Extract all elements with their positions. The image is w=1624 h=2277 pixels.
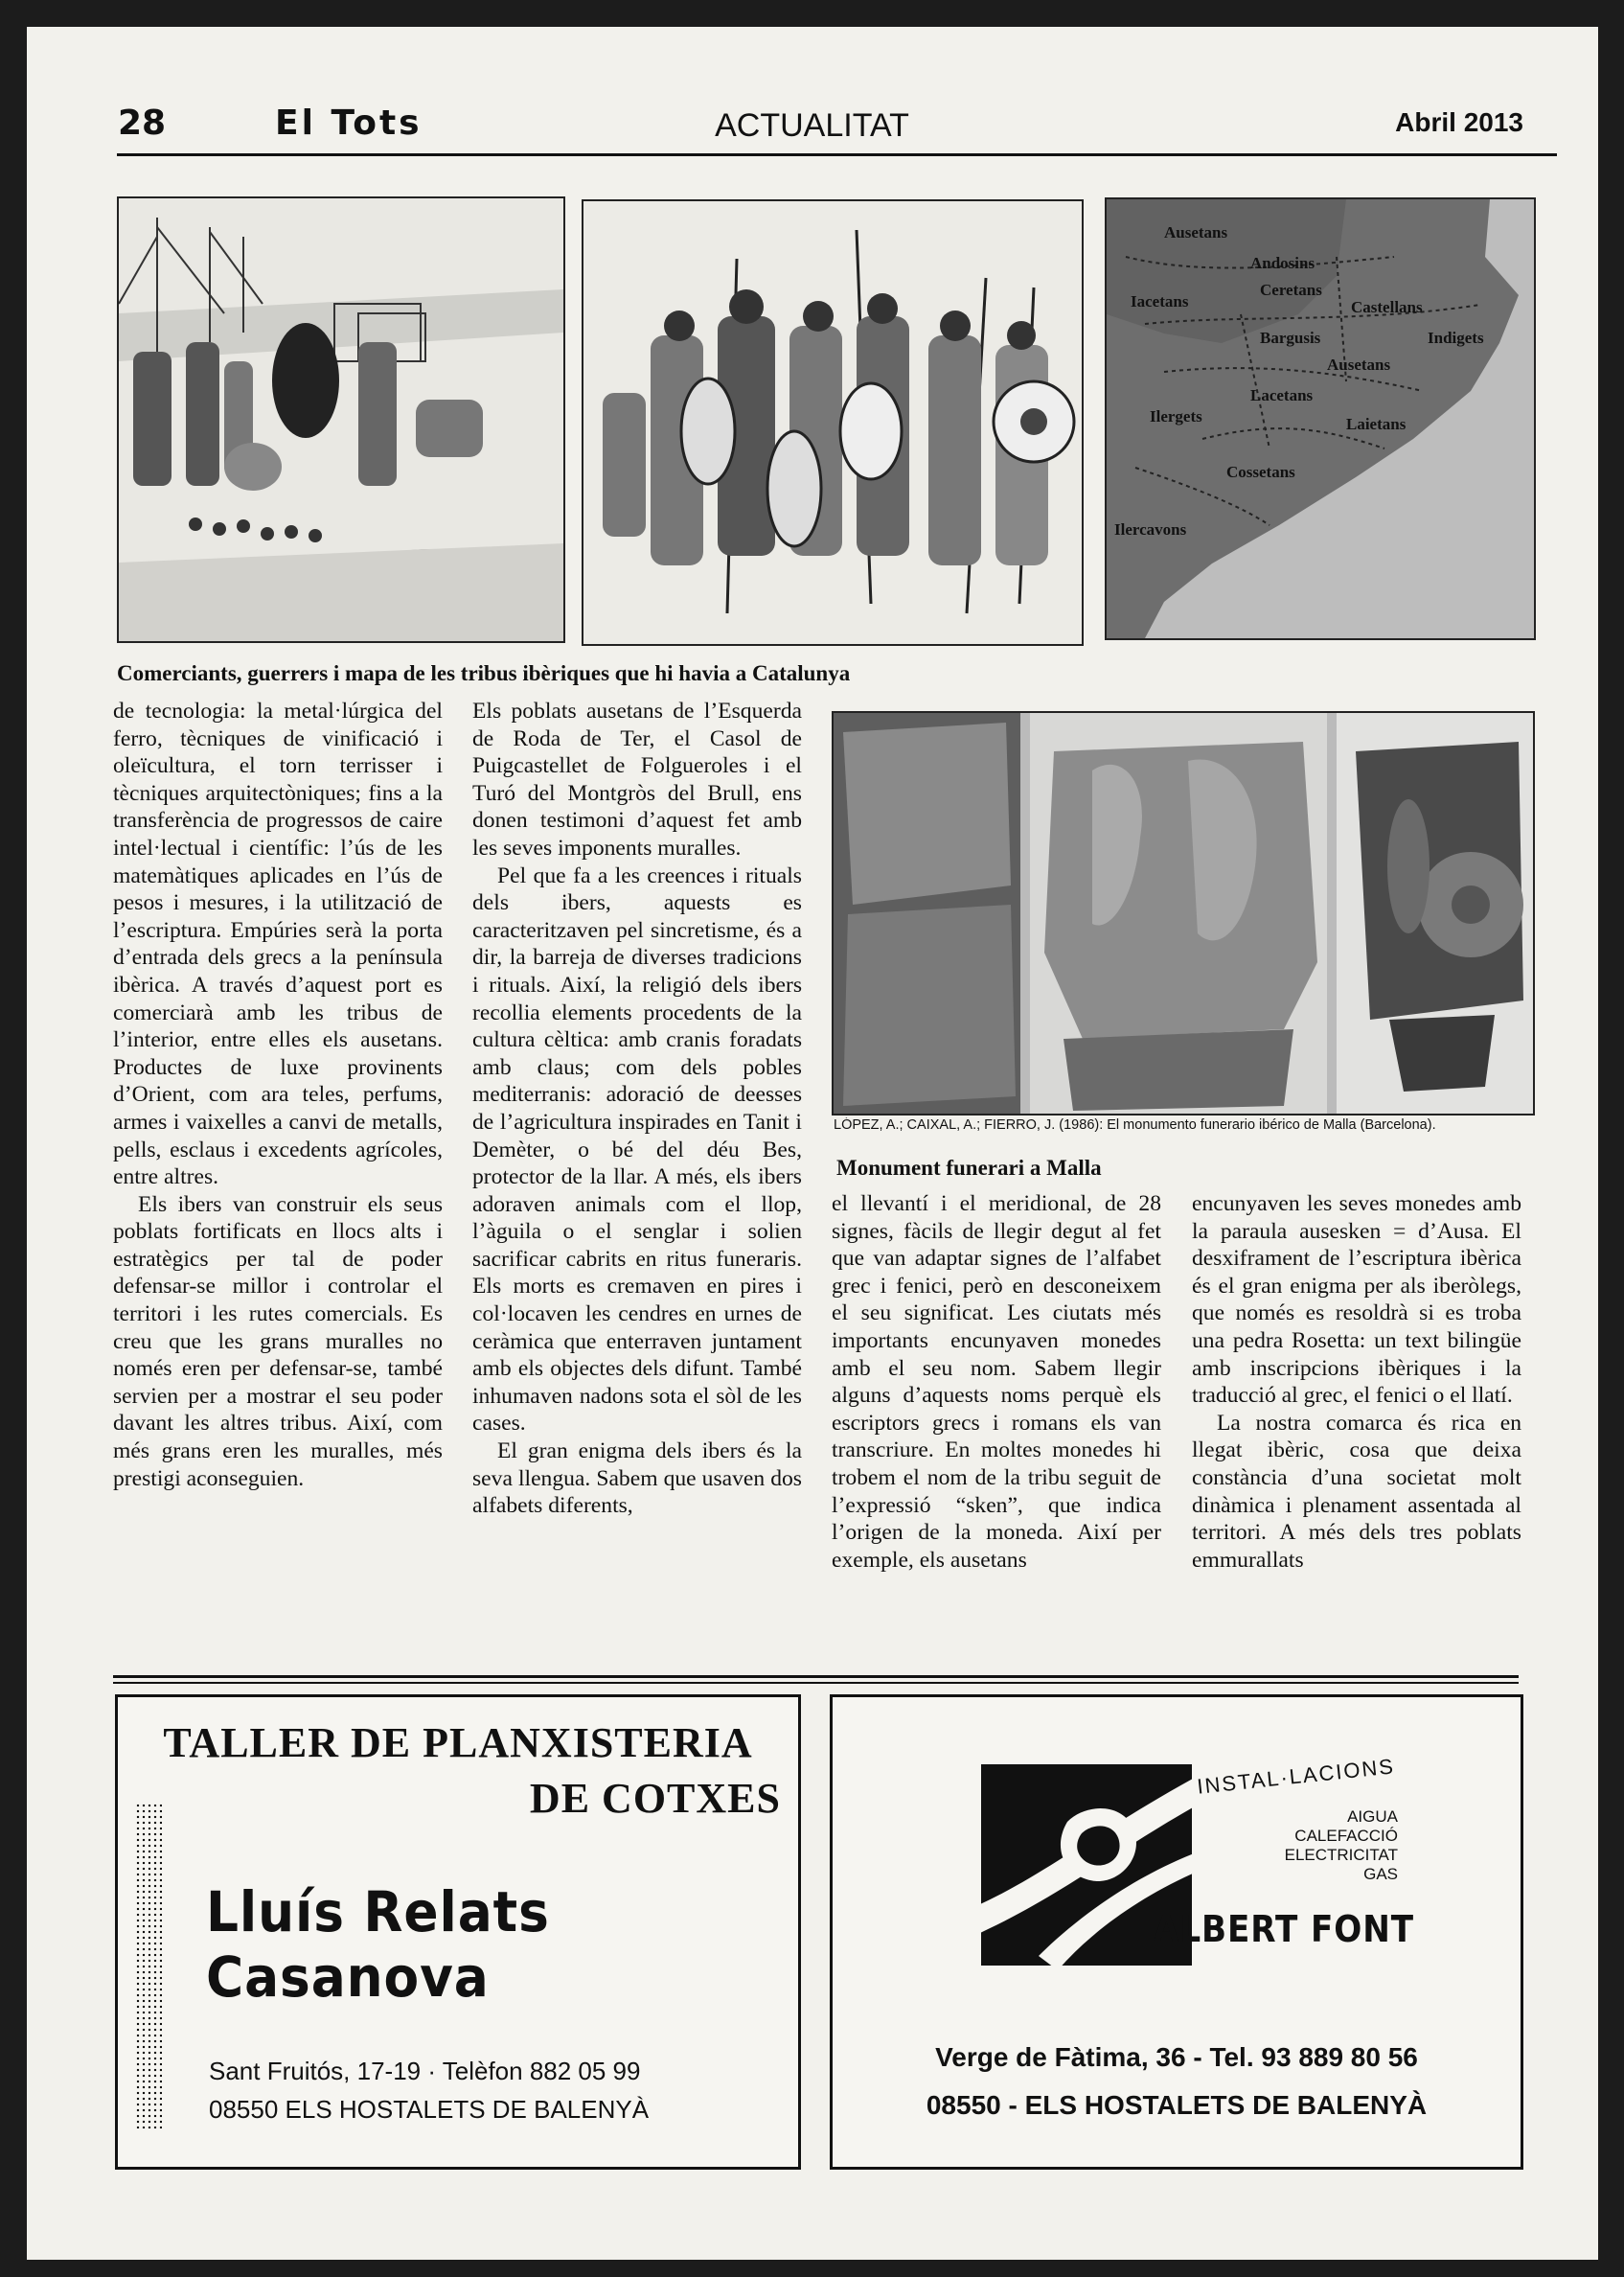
article-column-4 <box>1192 1190 1521 1574</box>
paragraph: Els poblats ausetans de l’Esquerda de Roda de Ter, el Casol de Puigcastellet de Folgueroles i el Turó del Montgròs del Brull, ens donen testimoni d’aquest fet amb les seves imponents muralles. <box>472 699 802 861</box>
map-label: Bargusis <box>1260 329 1321 347</box>
paragraph: Els ibers van construir els seus poblats fortificats en llocs alts i estratègics per tal de poder defensar-se millor i controlar el territori i les rutes comercials. Es creu que les grans muralles no només eren per defensar-se, també servien per a mostrar el seu poder davant les altres tribus. Així, com més grans eren les muralles, més prestigi aconseguien. <box>113 1191 443 1491</box>
map-label: Cossetans <box>1226 463 1295 481</box>
ad-service: ELECTRICITAT <box>1284 1846 1398 1864</box>
paragraph: el llevantí i el meridional, de 28 signes, fàcils de llegir degut al fet que van adaptar signes de l’alfabet grec i fenici, però en desconeixem el seu significat. Les ciutats més importants encunyaven monedes amb el seu nom. Sabem llegir alguns d’aquests noms perquè els escriptors grecs i romans els van transcriure. En moltes monedes hi trobem el nom de la tribu seguit de l’expressió “sken”, que indica l’origen de la moneda. Així per exemple, els ausetans <box>832 1191 1161 1573</box>
photo-title: Monument funerari a Malla <box>836 1156 1102 1180</box>
ad-label: INSTAL·LACIONS <box>1196 1754 1396 1799</box>
magazine-title: El Tots <box>275 104 423 143</box>
paragraph: de tecnologia: la metal·lúrgica del ferro, tècniques de vinificació i oleïcultura, el torn terrisser i tècniques arquitectòniques; fins a la transferència de progressos de caire intel·lectual i científic: l’ús de les matemàtiques aplicades en l’ús de pesos i mesures, i la utilització de l’escriptura. Empúries serà la porta d’entrada dels grecs a la península ibèrica. A través d’aquest port es comerciarà amb les tribus de l’interior, entre elles els ausetans. Productes de luxe provinents d’Orient, com ara teles, perfums, armes i vaixelles a canvi de metalls, pells, esclaus i excedents agrícoles, entre altres. <box>113 699 443 1190</box>
ads-rule <box>113 1675 1519 1678</box>
figures-caption: Comerciants, guerrers i mapa de les tribus ibèriques que hi havia a Catalunya <box>117 661 851 685</box>
header-rule <box>117 153 1557 156</box>
ad-address <box>209 2052 649 2128</box>
map-label: Andosins <box>1250 254 1315 272</box>
ad-address-line-1: Sant Fruitós, 17-19 · Telèfon 882 05 99 <box>209 2057 641 2085</box>
map-label: Laietans <box>1346 415 1407 433</box>
dot-pattern <box>135 1803 162 2128</box>
ad-service: GAS <box>1363 1865 1398 1883</box>
map-label: Iacetans <box>1131 292 1189 310</box>
issue-date: Abril 2013 <box>1395 107 1523 137</box>
ad-service: AIGUA <box>1347 1807 1398 1826</box>
map-label: Ausetans <box>1327 356 1391 374</box>
ad-business-name: Lluís Relats Casanova <box>206 1879 550 2010</box>
map-label: Castellans <box>1351 298 1423 316</box>
ad-service: CALEFACCIÓ <box>1294 1827 1398 1845</box>
map-label: Ilercavons <box>1114 520 1187 539</box>
ads-rule <box>113 1682 1519 1684</box>
ad-title-line-2: DE COTXES <box>529 1775 781 1822</box>
map-label: Lacetans <box>1250 386 1314 404</box>
paragraph: Pel que fa a les creences i rituals dels ibers, aquests es caracteritzaven pel sincretisme, és a dir, la barreja de diverses tradicions i rituals. Així, la religió dels ibers recollia elements procedents de la cultura cèltica: amb cranis foradats amb claus; com dels pobles mediterranis: adoració de deesses de l’agricultura inspirades en Tanit i Demèter, o bé del déu Bes, protector de la llar. A més, els ibers adoraven animals com el llop, l’àguila o el senglar i solien sacrificar cabrits en ritus funeraris. Els morts es cremaven en pires i col·locaven les cendres en urnes de ceràmica que enterraven juntament amb els objectes dels difunt. També inhumaven nadons sota el sòl de les cases. <box>472 862 802 1437</box>
photo-credit: LÓPEZ, A.; CAIXAL, A.; FIERRO, J. (1986): El monumento funerario ibérico de Malla (Barcelona). <box>834 1117 1436 1133</box>
article-column-2 <box>472 698 802 1520</box>
map-label: Ceretans <box>1260 281 1322 299</box>
ad-address-line-1: Verge de Fàtima, 36 - Tel. 93 889 80 56 <box>935 2042 1418 2072</box>
warriors-illustration <box>582 199 1084 646</box>
bodywork-shop-ad <box>115 1694 801 2170</box>
article-column-1 <box>113 698 443 1492</box>
ad-address-line-2: 08550 - ELS HOSTALETS DE BALENYÀ <box>926 2090 1428 2120</box>
ad-address-line-2: 08550 ELS HOSTALETS DE BALENYÀ <box>209 2095 650 2124</box>
ad-title-line-1: TALLER DE PLANXISTERIA <box>163 1719 753 1766</box>
page-header <box>91 77 1533 146</box>
merchants-illustration <box>117 196 565 643</box>
map-label: Ausetans <box>1164 223 1228 242</box>
paragraph: encunyaven les seves monedes amb la paraula ausesken = d’Ausa. El desxiframent de l’escriptura ibèrica és el gran enigma per als iberòlegs, que només es resoldrà si es troba una pedra Rosetta: un text bilingüe amb inscripcions ibèriques i la traducció al grec, el fenici o el llatí. <box>1192 1191 1521 1409</box>
iberian-tribes-map <box>1105 197 1536 640</box>
funerary-monument-photo <box>832 711 1535 1116</box>
article-column-3 <box>832 1190 1161 1574</box>
page-number: 28 <box>118 104 167 143</box>
paragraph: El gran enigma dels ibers és la seva llengua. Sabem que usaven dos alfabets diferents, <box>472 1438 802 1519</box>
installations-ad <box>830 1694 1523 2170</box>
section-title: ACTUALITAT <box>715 107 909 144</box>
ad-services <box>1254 1807 1398 1884</box>
paragraph: La nostra comarca és rica en llegat ibèric, cosa que deixa constància d’una societat molt dinàmica i plenament assentada al territori. A més dels tres poblats emmurallats <box>1192 1410 1521 1573</box>
map-label: Indigets <box>1428 329 1484 347</box>
map-label: Ilergets <box>1150 407 1202 426</box>
ad-brand: ALBERT FONT <box>1154 1908 1415 1950</box>
